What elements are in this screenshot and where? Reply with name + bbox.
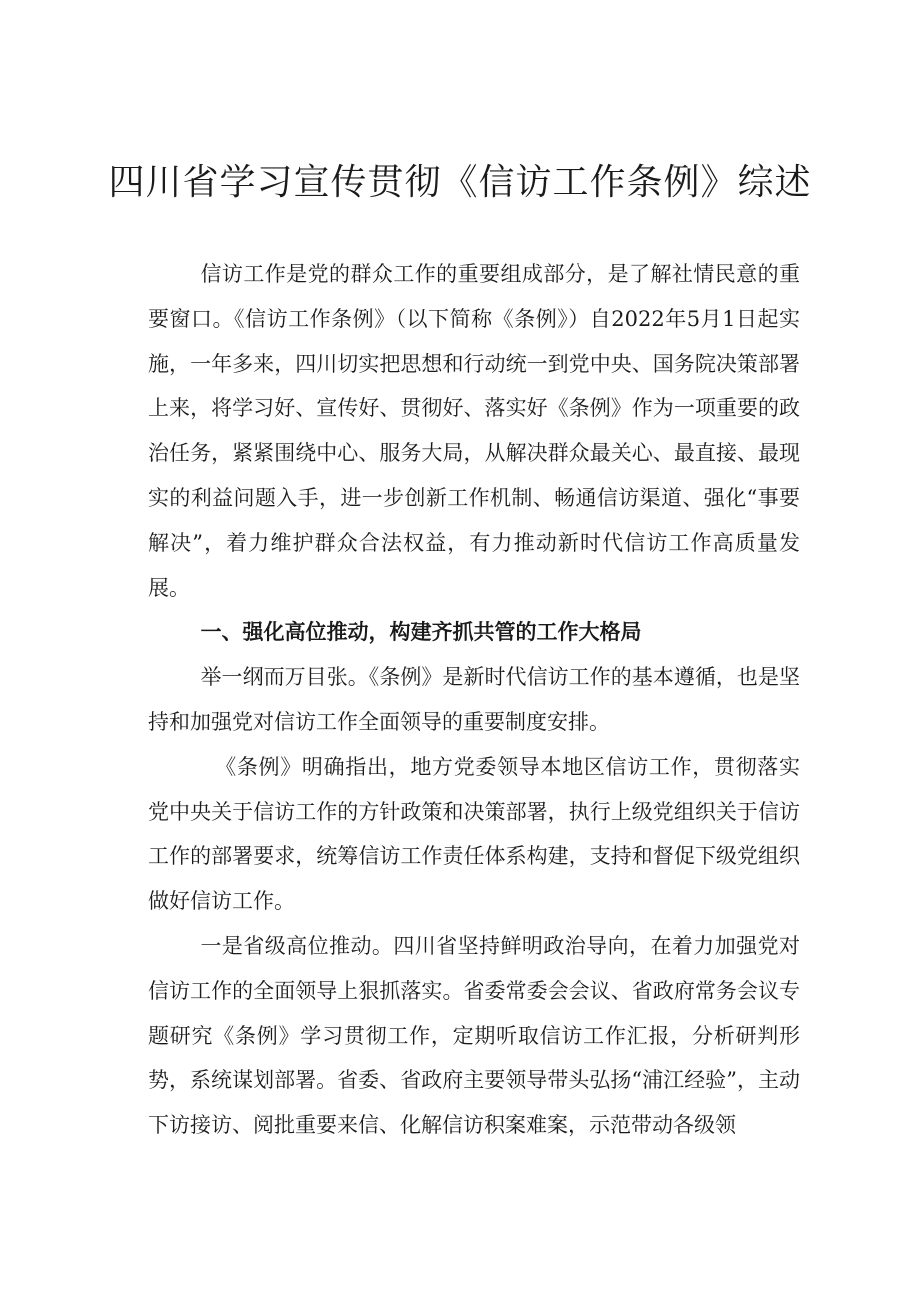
- section-heading: 一、强化高位推动，构建齐抓共管的工作大格局: [200, 620, 642, 645]
- body-paragraph: 举一纲而万目张。《条例》是新时代信访工作的基本遵循，也是坚持和加强党对信访工作全面领导的重要制度安排。: [148, 665, 800, 734]
- intro-paragraph: 信访工作是党的群众工作的重要组成部分，是了解社情民意的重要窗口。《信访工作条例》（以下简称《条例》）自2022年5月1日起实施，一年多来，四川切实把思想和行动统一到党中央、国务院决策部署上来，将学习好、宣传好、贯彻好、落实好《条例》作为一项重要的政治任务，紧紧围绕中心、服务大局，从解决群众最关心、最直接、最现实的利益问题入手，进一步创新工作机制、畅通信访渠道、强化“事要解决”，着力维护群众合法权益，有力推动新时代信访工作高质量发展。: [148, 262, 800, 600]
- document-title: 四川省学习宣传贯彻《信访工作条例》综述: [108, 162, 812, 203]
- body-paragraph: 一是省级高位推动。四川省坚持鲜明政治导向，在着力加强党对信访工作的全面领导上狠抓落实。省委常委会会议、省政府常务会议专题研究《条例》学习贯彻工作，定期听取信访工作汇报，分析研判形势，系统谋划部署。省委、省政府主要领导带头弘扬“浦江经验”，主动下访接访、阅批重要来信、化解信访积案难案，示范带动各级领: [148, 933, 800, 1138]
- body-paragraph: 《条例》明确指出，地方党委领导本地区信访工作，贯彻落实党中央关于信访工作的方针政策和决策部署，执行上级党组织关于信访工作的部署要求，统筹信访工作责任体系构建，支持和督促下级党组织做好信访工作。: [148, 754, 800, 914]
- document-body: [148, 252, 800, 1148]
